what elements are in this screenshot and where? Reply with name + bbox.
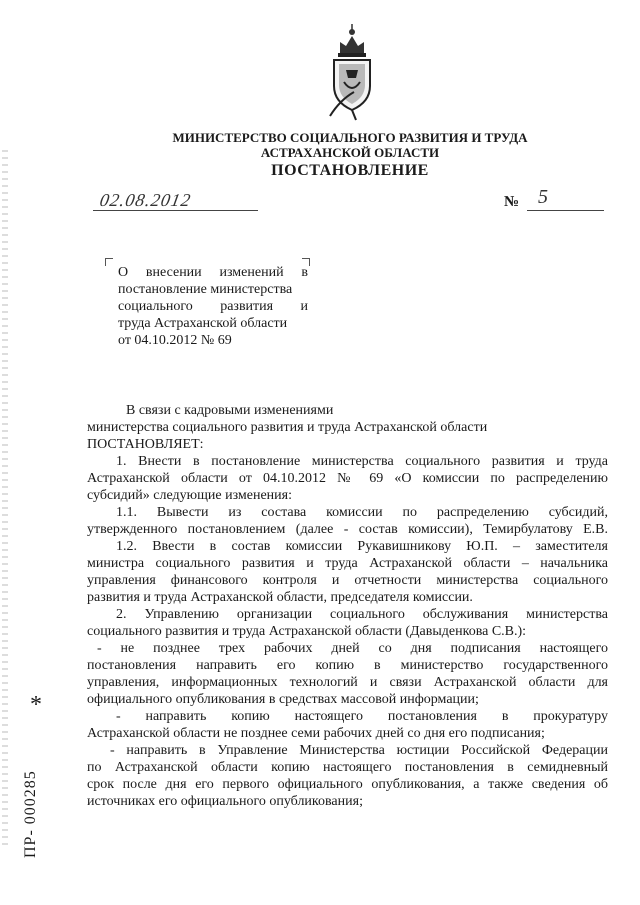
body-line: Астраханской области не позднее семи рабочих дней со дня его подписания;: [87, 726, 545, 741]
subject-line: постановление министерства: [118, 282, 293, 297]
body-line: - направить копию настоящего постановления в прокуратуру: [116, 709, 608, 724]
margin-star-mark: *: [30, 692, 42, 718]
body-line: Астраханской области от 04.10.2012 № 69 «О комиссии по распределению: [87, 471, 608, 486]
body-line: ПОСТАНОВЛЯЕТ:: [87, 437, 204, 452]
body-line: утвержденного постановлением (далее - состав комиссии), Темирбулатову Е.В.: [87, 522, 608, 537]
subject-corner-mark: [105, 258, 113, 266]
body-line: 1. Внести в постановление министерства социального развития и труда: [116, 454, 608, 469]
body-line: социального развития и труда Астраханской области (Давыденкова С.В.):: [87, 624, 527, 639]
subject-line: труда Астраханской области: [118, 316, 288, 331]
body-line: 1.2. Ввести в состав комиссии Рукавишникову Ю.П. – заместителя: [116, 539, 608, 554]
body-line: развития и труда Астраханской области, председателя комиссии.: [87, 590, 473, 605]
ministry-name-line2: АСТРАХАНСКОЙ ОБЛАСТИ: [260, 145, 440, 160]
subject-block: [118, 264, 308, 349]
body-line: 1.1. Вывести из состава комиссии по распределению субсидий,: [116, 505, 608, 520]
body-line: постановления направить его копию в министерство государственного: [87, 658, 608, 673]
body-line: - не позднее трех рабочих дней со дня подписания настоящего: [97, 641, 608, 656]
body-line: управления, информационных технологий и связи Астраханской области для: [87, 675, 608, 690]
body-line: - направить в Управление Министерства юстиции Российской Федерации: [110, 743, 608, 758]
body-line: по Астраханской области копию настоящего постановления в семидневный: [87, 760, 608, 775]
body-line: срок после дня его первого официального опубликования, а также сведения об: [87, 777, 608, 792]
scan-edge-noise: [2, 150, 8, 850]
body-line: управления финансового контроля и отчетности министерства социального: [87, 573, 608, 588]
coat-of-arms-emblem: [326, 22, 378, 122]
body-line: В связи с кадровыми изменениями: [126, 403, 334, 418]
margin-serial-number: ПР- 000285: [22, 770, 39, 858]
body-line: 2. Управлению организации социального обслуживания министерства: [116, 607, 608, 622]
body-line: источниках его официального опубликования;: [87, 794, 363, 809]
number-handwritten: 5: [538, 186, 548, 208]
number-label: №: [504, 194, 520, 210]
body-line: министерства социального развития и труда Астраханской области: [87, 420, 488, 435]
body-line: официального опубликования в средствах массовой информации;: [87, 692, 479, 707]
subject-line: О внесении изменений в: [118, 265, 308, 280]
subject-line: от 04.10.2012 № 69: [118, 333, 232, 348]
document-body: [87, 402, 608, 810]
ministry-name-line1: МИНИСТЕРСТВО СОЦИАЛЬНОГО РАЗВИТИЯ И ТРУДА: [172, 130, 528, 145]
body-line: министра социального развития и труда Астраханской области – начальника: [87, 556, 608, 571]
body-line: субсидий» следующие изменения:: [87, 488, 292, 503]
document-type: ПОСТАНОВЛЕНИЕ: [271, 162, 429, 179]
date-handwritten: 02.08.2012: [98, 190, 193, 210]
subject-line: социального развития и: [118, 299, 308, 314]
